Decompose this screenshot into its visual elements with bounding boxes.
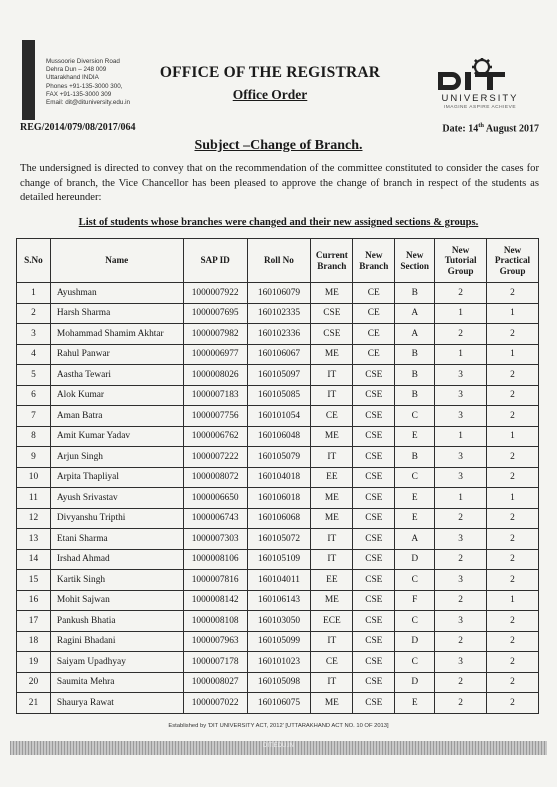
- table-cell: 160105079: [247, 447, 311, 468]
- table-cell: CE: [353, 344, 395, 365]
- table-cell: 2: [487, 672, 539, 693]
- table-cell: D: [395, 672, 435, 693]
- table-cell: CSE: [353, 467, 395, 488]
- table-cell: 1: [487, 303, 539, 324]
- table-cell: 1: [17, 283, 51, 304]
- table-cell: 3: [435, 385, 487, 406]
- table-cell: 160106075: [247, 693, 311, 714]
- table-cell: 160105085: [247, 385, 311, 406]
- table-cell: Arpita Thapliyal: [50, 467, 183, 488]
- table-cell: 5: [17, 365, 51, 386]
- table-row: [17, 447, 539, 468]
- table-cell: 11: [17, 488, 51, 509]
- table-cell: A: [395, 303, 435, 324]
- column-header: Current Branch: [311, 239, 353, 283]
- table-cell: 2: [487, 365, 539, 386]
- table-cell: 1000008108: [183, 611, 247, 632]
- table-row: [17, 570, 539, 591]
- table-cell: 2: [487, 283, 539, 304]
- column-header: New Practical Group: [487, 239, 539, 283]
- table-row: [17, 652, 539, 673]
- table-cell: IT: [311, 365, 353, 386]
- table-cell: 20: [17, 672, 51, 693]
- table-cell: 3: [435, 529, 487, 550]
- table-cell: CSE: [353, 611, 395, 632]
- table-cell: 3: [435, 406, 487, 427]
- address-line: FAX +91-135-3000 309: [46, 90, 112, 98]
- table-row: [17, 426, 539, 447]
- table-cell: CSE: [353, 590, 395, 611]
- table-cell: CSE: [353, 693, 395, 714]
- table-cell: Ragini Bhadani: [50, 631, 183, 652]
- table-cell: 1: [487, 488, 539, 509]
- table-cell: 160103050: [247, 611, 311, 632]
- order-date: [442, 122, 539, 134]
- table-cell: 3: [17, 324, 51, 345]
- table-cell: Irshad Ahmad: [50, 549, 183, 570]
- table-cell: 160106143: [247, 590, 311, 611]
- table-cell: IT: [311, 672, 353, 693]
- table-cell: C: [395, 652, 435, 673]
- table-cell: CSE: [353, 672, 395, 693]
- table-cell: Pankush Bhatia: [50, 611, 183, 632]
- table-body: [17, 283, 539, 714]
- footer-bar: [10, 741, 547, 755]
- table-cell: 160104018: [247, 467, 311, 488]
- table-cell: C: [395, 467, 435, 488]
- table-cell: 1000006743: [183, 508, 247, 529]
- table-cell: 2: [435, 283, 487, 304]
- table-cell: 160105109: [247, 549, 311, 570]
- table-row: [17, 529, 539, 550]
- table-cell: CSE: [353, 652, 395, 673]
- address-line: Phones +91-135-3000 300,: [46, 82, 123, 90]
- table-cell: 2: [487, 652, 539, 673]
- table-cell: Saiyam Upadhyay: [50, 652, 183, 673]
- table-cell: 160106067: [247, 344, 311, 365]
- table-cell: A: [395, 529, 435, 550]
- table-cell: 1000007303: [183, 529, 247, 550]
- intro-paragraph: The undersigned is directed to convey that on the recommendation of the committee constituted to consider the cases for change of branch, the Vice Chancellor has been pleased to approve the change of branch in respect of the students as detailed hereunder:: [20, 163, 539, 203]
- table-row: [17, 406, 539, 427]
- table-row: [17, 693, 539, 714]
- table-row: [17, 549, 539, 570]
- table-cell: 160102335: [247, 303, 311, 324]
- table-cell: 160106068: [247, 508, 311, 529]
- table-cell: 1: [435, 426, 487, 447]
- table-cell: 6: [17, 385, 51, 406]
- table-cell: 1: [435, 488, 487, 509]
- table-cell: 7: [17, 406, 51, 427]
- subject-line: Subject –Change of Branch.: [194, 138, 363, 153]
- footer-bar-text: DIT.EDU.IN: [262, 743, 294, 749]
- table-cell: ME: [311, 283, 353, 304]
- table-cell: 2: [487, 324, 539, 345]
- table-cell: CSE: [353, 406, 395, 427]
- table-cell: Ayush Srivastav: [50, 488, 183, 509]
- university-logo: [420, 58, 540, 110]
- address-line: Email: dit@dituniversity.edu.in: [46, 99, 130, 107]
- table-cell: 1000008027: [183, 672, 247, 693]
- table-cell: 1000006977: [183, 344, 247, 365]
- table-cell: 10: [17, 467, 51, 488]
- table-cell: 1000008106: [183, 549, 247, 570]
- table-cell: B: [395, 447, 435, 468]
- logo-university-text: UNIVERSITY: [441, 93, 519, 104]
- table-cell: 1000007178: [183, 652, 247, 673]
- table-cell: A: [395, 324, 435, 345]
- table-cell: 2: [435, 693, 487, 714]
- table-row: [17, 672, 539, 693]
- table-cell: 160105099: [247, 631, 311, 652]
- table-cell: 18: [17, 631, 51, 652]
- table-cell: 3: [435, 611, 487, 632]
- reference-number: REG/2014/079/08/2017/064: [20, 122, 136, 133]
- table-cell: 14: [17, 549, 51, 570]
- table-cell: 1000007022: [183, 693, 247, 714]
- table-row: [17, 590, 539, 611]
- table-row: [17, 344, 539, 365]
- table-cell: C: [395, 611, 435, 632]
- table-cell: CE: [311, 652, 353, 673]
- table-cell: 2: [435, 590, 487, 611]
- table-cell: Shaurya Rawat: [50, 693, 183, 714]
- table-cell: CSE: [353, 426, 395, 447]
- table-cell: 1000007183: [183, 385, 247, 406]
- table-cell: 2: [487, 508, 539, 529]
- table-cell: 2: [487, 549, 539, 570]
- table-cell: 160105098: [247, 672, 311, 693]
- office-order-title: Office Order: [232, 87, 308, 102]
- table-cell: 160105097: [247, 365, 311, 386]
- table-cell: CSE: [353, 529, 395, 550]
- table-cell: ME: [311, 508, 353, 529]
- date-prefix: Date: 14: [442, 123, 479, 135]
- table-cell: E: [395, 508, 435, 529]
- table-cell: 4: [17, 344, 51, 365]
- table-cell: 2: [435, 672, 487, 693]
- table-cell: 1000007756: [183, 406, 247, 427]
- table-cell: B: [395, 344, 435, 365]
- table-cell: 1000007695: [183, 303, 247, 324]
- table-cell: E: [395, 488, 435, 509]
- table-cell: 13: [17, 529, 51, 550]
- table-cell: 2: [435, 631, 487, 652]
- table-cell: Etani Sharma: [50, 529, 183, 550]
- table-cell: B: [395, 283, 435, 304]
- column-header: Name: [50, 239, 183, 283]
- letterhead-bar: [22, 40, 35, 120]
- table-cell: B: [395, 385, 435, 406]
- table-cell: 1: [487, 590, 539, 611]
- address-line: Dehra Dun – 248 009: [46, 66, 107, 74]
- table-cell: 160102336: [247, 324, 311, 345]
- logo-tagline: IMAGINE ASPIRE ACHIEVE: [443, 105, 517, 110]
- table-cell: 2: [435, 508, 487, 529]
- table-row: [17, 303, 539, 324]
- table-cell: 17: [17, 611, 51, 632]
- date-suffix-sup: th: [478, 122, 484, 129]
- table-cell: D: [395, 549, 435, 570]
- table-cell: 160106079: [247, 283, 311, 304]
- column-header: New Branch: [353, 239, 395, 283]
- table-cell: CSE: [311, 303, 353, 324]
- table-row: [17, 385, 539, 406]
- table-cell: EE: [311, 467, 353, 488]
- table-cell: ME: [311, 344, 353, 365]
- table-cell: Kartik Singh: [50, 570, 183, 591]
- footer-established: Established by 'DIT UNIVERSITY ACT, 2012' [UTTARAKHAND ACT NO. 10 OF 2013]: [168, 723, 389, 729]
- table-cell: Aman Batra: [50, 406, 183, 427]
- table-cell: 12: [17, 508, 51, 529]
- table-cell: IT: [311, 631, 353, 652]
- table-row: [17, 365, 539, 386]
- table-cell: CSE: [353, 365, 395, 386]
- table-cell: 2: [487, 631, 539, 652]
- students-table: [16, 238, 539, 714]
- table-cell: 2: [487, 467, 539, 488]
- table-cell: 1000007222: [183, 447, 247, 468]
- table-cell: 2: [487, 406, 539, 427]
- table-cell: 3: [435, 570, 487, 591]
- table-cell: ME: [311, 590, 353, 611]
- letterhead-address: [46, 58, 130, 107]
- table-cell: CSE: [353, 385, 395, 406]
- table-cell: 1000007922: [183, 283, 247, 304]
- table-cell: 160106048: [247, 426, 311, 447]
- table-cell: CSE: [353, 447, 395, 468]
- table-cell: CSE: [353, 549, 395, 570]
- table-cell: CSE: [353, 570, 395, 591]
- table-cell: E: [395, 426, 435, 447]
- table-cell: 1000008072: [183, 467, 247, 488]
- table-cell: 1000007816: [183, 570, 247, 591]
- table-cell: ME: [311, 693, 353, 714]
- table-cell: Alok Kumar: [50, 385, 183, 406]
- table-cell: EE: [311, 570, 353, 591]
- table-cell: Ayushman: [50, 283, 183, 304]
- table-cell: 160106018: [247, 488, 311, 509]
- table-cell: IT: [311, 447, 353, 468]
- table-header-row: [17, 239, 539, 283]
- table-cell: CE: [353, 324, 395, 345]
- table-cell: Arjun Singh: [50, 447, 183, 468]
- table-cell: D: [395, 631, 435, 652]
- table-cell: C: [395, 406, 435, 427]
- table-cell: ME: [311, 426, 353, 447]
- table-cell: 15: [17, 570, 51, 591]
- dit-logo-icon: [420, 58, 540, 92]
- table-cell: 1000007963: [183, 631, 247, 652]
- table-cell: IT: [311, 549, 353, 570]
- table-cell: 2: [487, 570, 539, 591]
- table-cell: 2: [487, 611, 539, 632]
- table-cell: 2: [435, 324, 487, 345]
- table-cell: 2: [487, 529, 539, 550]
- table-cell: 3: [435, 447, 487, 468]
- table-row: [17, 611, 539, 632]
- table-row: [17, 631, 539, 652]
- table-cell: CSE: [353, 631, 395, 652]
- table-cell: CSE: [353, 508, 395, 529]
- column-header: Roll No: [247, 239, 311, 283]
- table-cell: 160105072: [247, 529, 311, 550]
- table-cell: 1000006762: [183, 426, 247, 447]
- table-cell: 2: [435, 549, 487, 570]
- table-row: [17, 508, 539, 529]
- table-cell: IT: [311, 529, 353, 550]
- table-cell: CSE: [311, 324, 353, 345]
- office-title: OFFICE OF THE REGISTRAR: [159, 64, 381, 81]
- table-cell: IT: [311, 385, 353, 406]
- table-cell: 1: [487, 344, 539, 365]
- column-header: S.No: [17, 239, 51, 283]
- table-cell: 9: [17, 447, 51, 468]
- table-cell: F: [395, 590, 435, 611]
- column-header: SAP ID: [183, 239, 247, 283]
- table-cell: 160104011: [247, 570, 311, 591]
- table-cell: CE: [353, 283, 395, 304]
- date-month-year: August 2017: [483, 123, 539, 135]
- table-row: [17, 324, 539, 345]
- table-cell: 8: [17, 426, 51, 447]
- table-cell: 16: [17, 590, 51, 611]
- table-cell: 1: [435, 344, 487, 365]
- list-heading: List of students whose branches were changed and their new assigned sections & groups.: [78, 217, 479, 228]
- table-row: [17, 467, 539, 488]
- address-line: Uttarakhand INDIA: [46, 74, 99, 82]
- table-cell: Saumita Mehra: [50, 672, 183, 693]
- table-cell: 21: [17, 693, 51, 714]
- table-cell: Aastha Tewari: [50, 365, 183, 386]
- table-cell: Mohit Sajwan: [50, 590, 183, 611]
- table-cell: 1000008142: [183, 590, 247, 611]
- table-cell: Amit Kumar Yadav: [50, 426, 183, 447]
- table-cell: Divyanshu Tripthi: [50, 508, 183, 529]
- table-cell: C: [395, 570, 435, 591]
- column-header: New Section: [395, 239, 435, 283]
- table-cell: 160101023: [247, 652, 311, 673]
- table-cell: 1: [487, 426, 539, 447]
- table-cell: 2: [487, 447, 539, 468]
- table-cell: ME: [311, 488, 353, 509]
- table-cell: 3: [435, 652, 487, 673]
- table-cell: 160101054: [247, 406, 311, 427]
- table-cell: CSE: [353, 488, 395, 509]
- column-header: New Tutorial Group: [435, 239, 487, 283]
- table-cell: 19: [17, 652, 51, 673]
- table-cell: 1000008026: [183, 365, 247, 386]
- table-cell: ECE: [311, 611, 353, 632]
- table-cell: B: [395, 365, 435, 386]
- table-cell: 1: [435, 303, 487, 324]
- table-cell: CE: [311, 406, 353, 427]
- table-row: [17, 283, 539, 304]
- table-row: [17, 488, 539, 509]
- table-cell: 2: [487, 693, 539, 714]
- table-cell: E: [395, 693, 435, 714]
- table-cell: Mohammad Shamim Akhtar: [50, 324, 183, 345]
- table-cell: 3: [435, 365, 487, 386]
- table-cell: 3: [435, 467, 487, 488]
- table-cell: 1000006650: [183, 488, 247, 509]
- table-cell: 1000007982: [183, 324, 247, 345]
- table-cell: 2: [17, 303, 51, 324]
- table-cell: Rahul Panwar: [50, 344, 183, 365]
- table-cell: Harsh Sharma: [50, 303, 183, 324]
- table-cell: 2: [487, 385, 539, 406]
- table-cell: CE: [353, 303, 395, 324]
- address-line: Mussoorie Diversion Road: [46, 58, 120, 65]
